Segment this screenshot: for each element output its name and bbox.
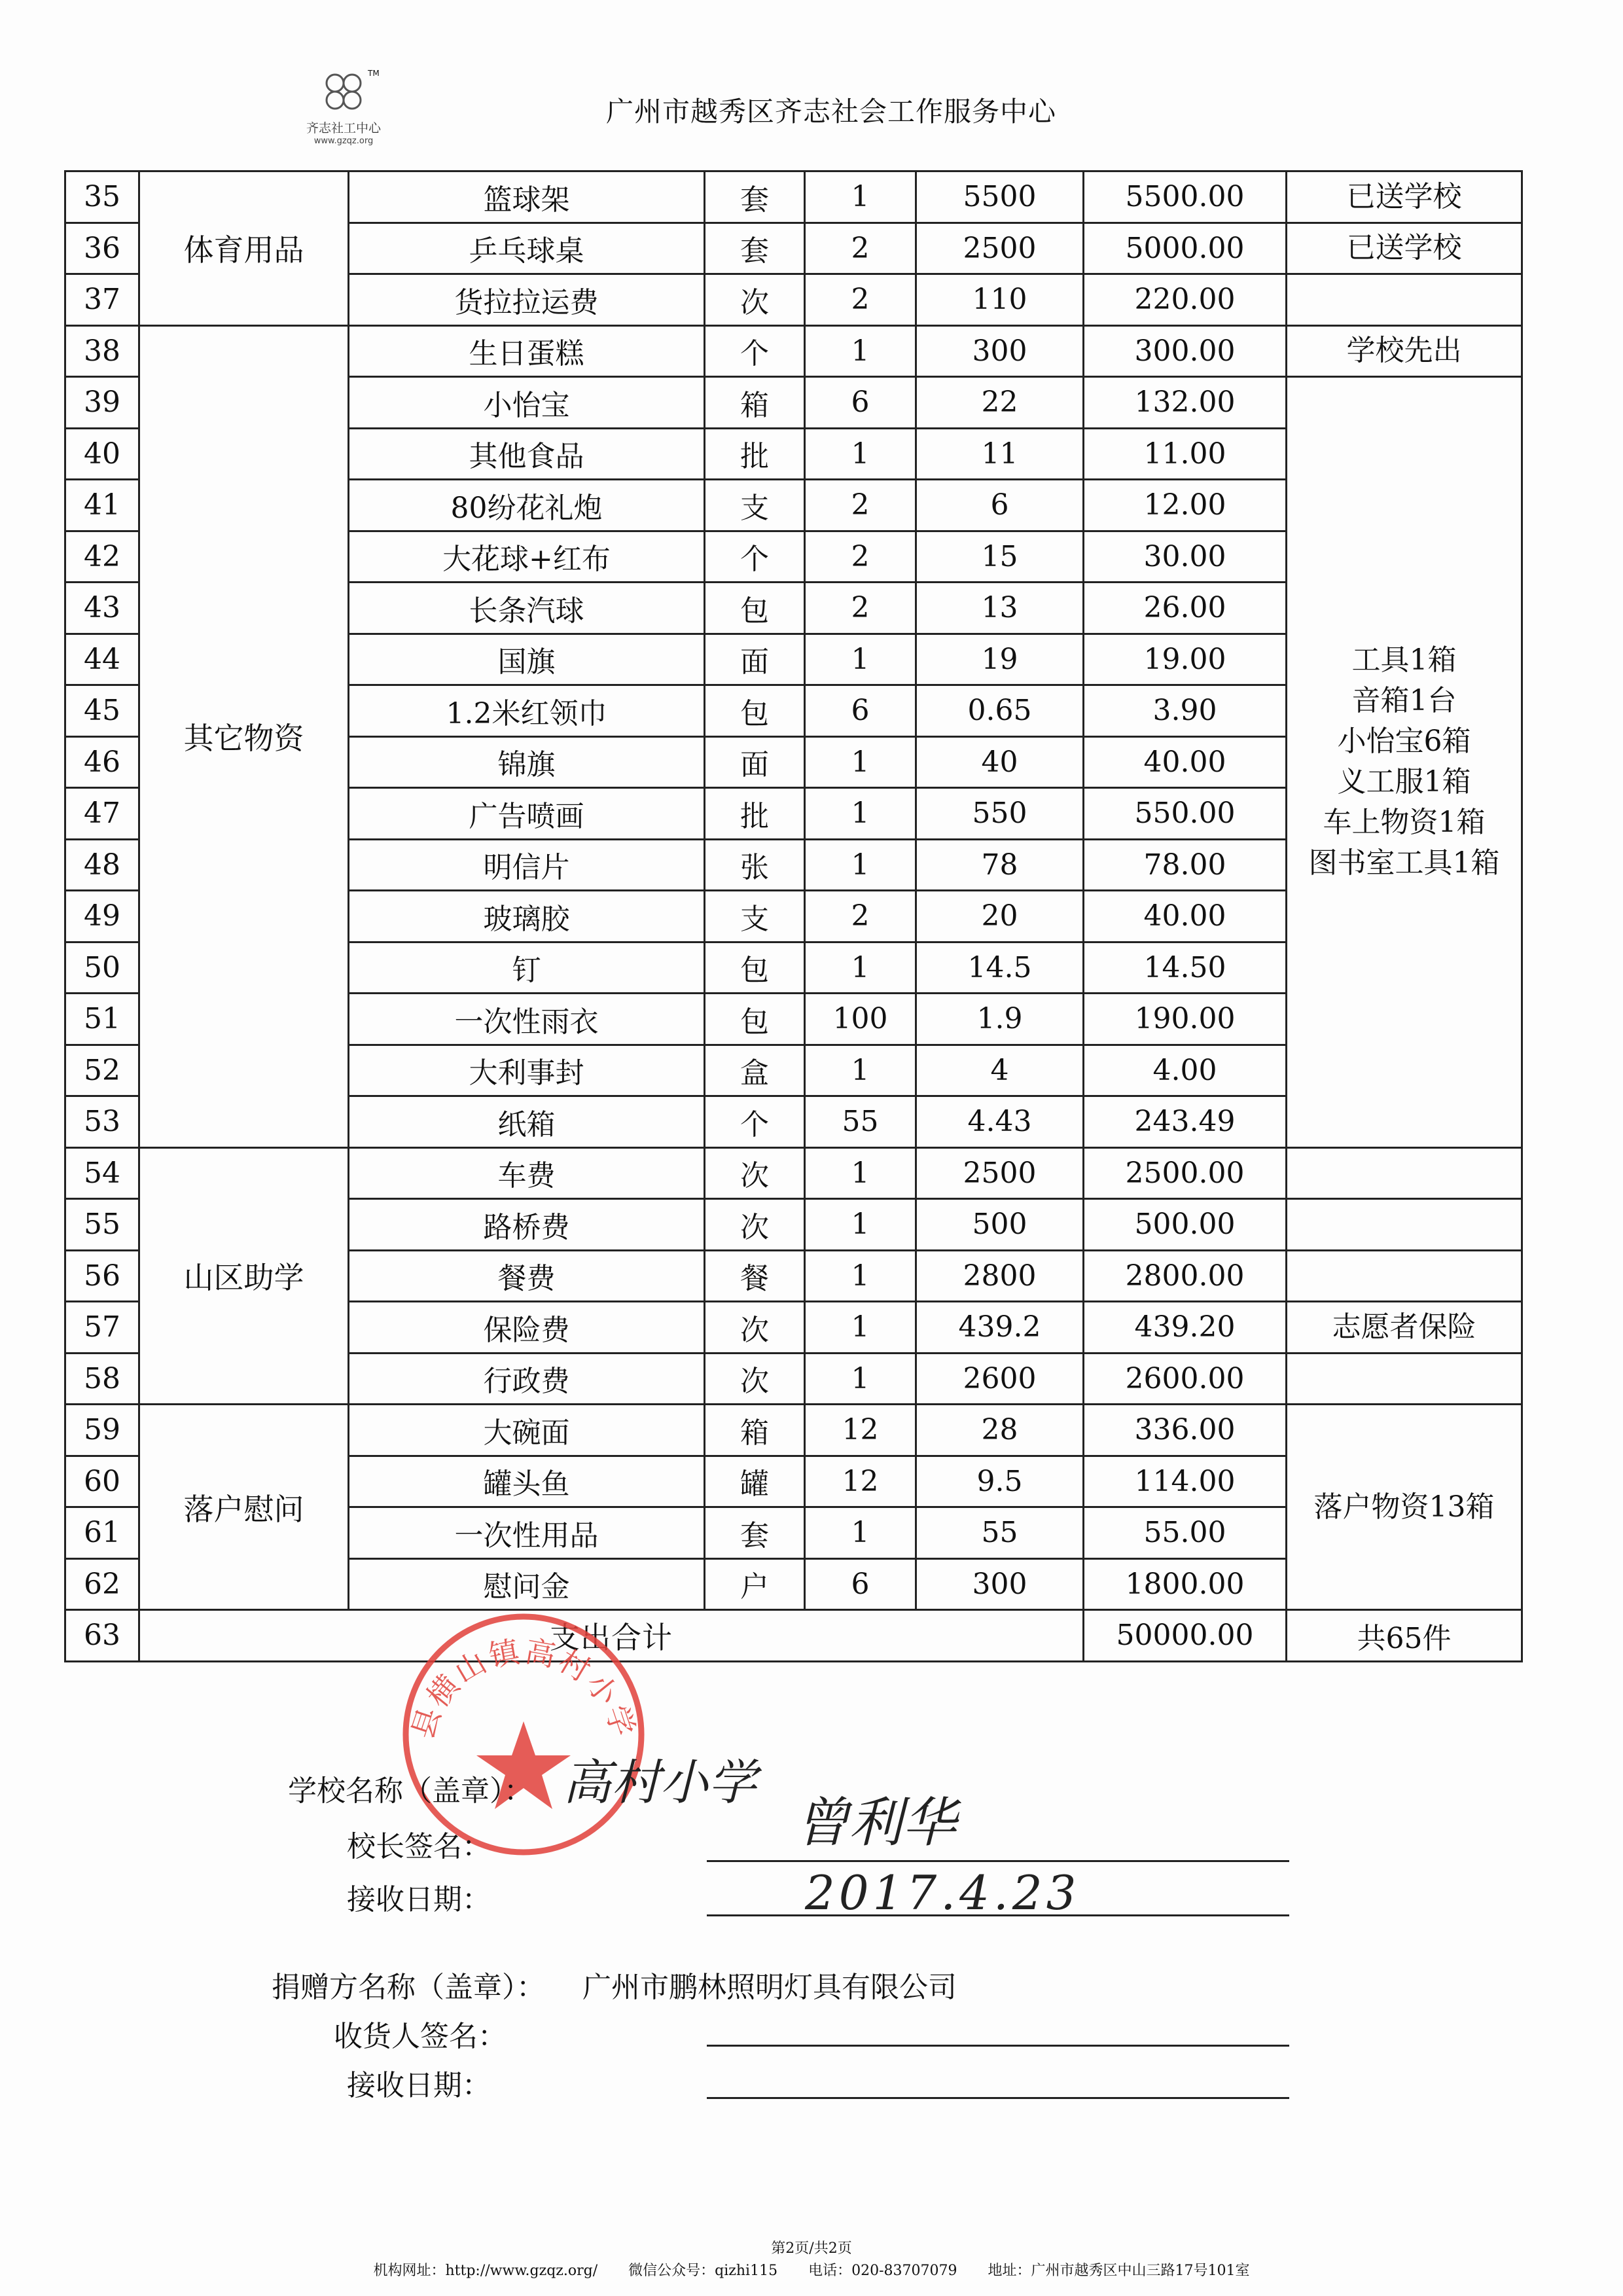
row-number: 48 [65,839,139,891]
logo-url: www.gzqz.org [313,136,374,146]
note-line: 小怡宝6箱 [1337,725,1471,759]
row-number: 62 [65,1558,139,1610]
unit: 次 [705,1199,805,1251]
amount: 5000.00 [1084,223,1287,274]
total-amount: 50000.00 [1084,1610,1287,1662]
quantity: 55 [805,1096,916,1148]
amount: 439.20 [1084,1302,1287,1354]
amount: 1800.00 [1084,1558,1287,1610]
trademark-mark: TM [368,69,380,78]
row-number: 35 [65,171,139,223]
unit: 套 [705,171,805,223]
unit-price: 2500 [916,223,1084,274]
amount: 243.49 [1084,1096,1287,1148]
footer-wechat: 微信公众号：qizhi115 [628,2263,778,2279]
unit: 面 [705,634,805,685]
unit: 盒 [705,1045,805,1096]
item-name: 其他食品 [349,428,705,480]
row-number: 56 [65,1250,139,1302]
amount: 220.00 [1084,274,1287,326]
quantity: 100 [805,994,916,1045]
amount: 40.00 [1084,736,1287,788]
quantity: 2 [805,480,916,531]
school-date-label: 接收日期： [347,1883,491,1916]
note-cell [1287,1250,1522,1302]
school-name-label: 学校名称（盖章）： [288,1774,533,1808]
footer-address: 地址：广州市越秀区中山三路17号101室 [988,2263,1250,2279]
amount: 2800.00 [1084,1250,1287,1302]
amount: 11.00 [1084,428,1287,480]
principal-signature: 曾利华 [795,1792,956,1854]
unit-price: 40 [916,736,1084,788]
unit: 箱 [705,1405,805,1456]
donor-name-value: 广州市鹏林照明灯具有限公司 [582,1971,957,2004]
unit: 套 [705,1507,805,1559]
quantity: 2 [805,891,916,942]
quantity: 1 [805,788,916,840]
stamp-text: 县横山镇高村小学 [404,1633,643,1744]
unit-price: 11 [916,428,1084,480]
school-date-handwritten: 2017.4.23 [805,1865,1080,1920]
row-number: 60 [65,1456,139,1507]
item-name: 纸箱 [349,1096,705,1148]
amount: 132.00 [1084,377,1287,429]
logo-name: 齐志社工中心 [306,121,381,135]
note-cell [1287,377,1522,1148]
unit: 批 [705,428,805,480]
item-name: 篮球架 [349,171,705,223]
item-name: 慰问金 [349,1558,705,1610]
unit: 箱 [705,377,805,429]
total-note: 共65件 [1287,1610,1522,1662]
unit-price: 28 [916,1405,1084,1456]
quantity: 6 [805,377,916,429]
row-number: 37 [65,274,139,326]
item-name: 锦旗 [349,736,705,788]
unit-price: 9.5 [916,1456,1084,1507]
row-number: 52 [65,1045,139,1096]
quantity: 1 [805,942,916,994]
amount: 14.50 [1084,942,1287,994]
note-line: 义工服1箱 [1337,765,1471,799]
unit-price: 14.5 [916,942,1084,994]
row-number: 39 [65,377,139,429]
unit: 次 [705,274,805,326]
amount: 190.00 [1084,994,1287,1045]
unit-price: 15 [916,531,1084,583]
unit-price: 500 [916,1199,1084,1251]
item-name: 长条汽球 [349,583,705,634]
unit: 次 [705,1353,805,1405]
school-date-line [707,1914,1289,1916]
donor-date-line [707,2097,1289,2099]
category-cell: 体育用品 [139,171,349,326]
item-name: 货拉拉运费 [349,274,705,326]
quantity: 1 [805,634,916,685]
footer-phone: 电话：020-83707079 [808,2263,957,2279]
unit: 包 [705,942,805,994]
note-cell: 落户物资13箱 [1287,1405,1522,1610]
row-number: 54 [65,1147,139,1199]
amount: 500.00 [1084,1199,1287,1251]
amount: 300.00 [1084,325,1287,377]
item-name: 一次性雨衣 [349,994,705,1045]
donor-date-label: 接收日期： [347,2069,491,2102]
row-number: 55 [65,1199,139,1251]
unit-price: 20 [916,891,1084,942]
unit: 支 [705,891,805,942]
unit-price: 6 [916,480,1084,531]
item-name: 玻璃胶 [349,891,705,942]
item-name: 生日蛋糕 [349,325,705,377]
item-name: 国旗 [349,634,705,685]
item-name: 车费 [349,1147,705,1199]
row-number: 43 [65,583,139,634]
unit-price: 2500 [916,1147,1084,1199]
unit-price: 439.2 [916,1302,1084,1354]
item-name: 大花球+红布 [349,531,705,583]
unit-price: 4 [916,1045,1084,1096]
quantity: 6 [805,685,916,737]
expense-table [64,170,1523,1662]
note-cell [1287,1147,1522,1199]
quantity: 1 [805,1507,916,1559]
amount: 4.00 [1084,1045,1287,1096]
row-number: 44 [65,634,139,685]
item-name: 餐费 [349,1250,705,1302]
unit: 个 [705,325,805,377]
note-cell [1287,1353,1522,1405]
unit-price: 0.65 [916,685,1084,737]
unit-price: 22 [916,377,1084,429]
quantity: 1 [805,428,916,480]
amount: 5500.00 [1084,171,1287,223]
note-line: 车上物资1箱 [1323,806,1486,840]
quantity: 1 [805,1199,916,1251]
amount: 114.00 [1084,1456,1287,1507]
receiver-label: 收货人签名： [334,2020,507,2053]
amount: 336.00 [1084,1405,1287,1456]
row-number: 58 [65,1353,139,1405]
quantity: 1 [805,839,916,891]
row-number: 45 [65,685,139,737]
item-name: 小怡宝 [349,377,705,429]
row-number: 61 [65,1507,139,1559]
principal-label: 校长签名： [347,1830,491,1863]
quantity: 2 [805,531,916,583]
item-name: 路桥费 [349,1199,705,1251]
quantity: 1 [805,1250,916,1302]
total-label: 支出合计 [139,1610,1084,1662]
quantity: 1 [805,1353,916,1405]
category-cell: 其它物资 [139,325,349,1147]
row-number: 50 [65,942,139,994]
unit-price: 5500 [916,171,1084,223]
unit-price: 550 [916,788,1084,840]
item-name: 1.2米红领巾 [349,685,705,737]
row-number: 57 [65,1302,139,1354]
row-number: 51 [65,994,139,1045]
item-name: 大碗面 [349,1405,705,1456]
quantity: 12 [805,1456,916,1507]
quantity: 1 [805,1302,916,1354]
item-name: 一次性用品 [349,1507,705,1559]
page-number: 第2页/共2页 [771,2240,852,2257]
unit: 户 [705,1558,805,1610]
quantity: 1 [805,736,916,788]
unit: 包 [705,583,805,634]
unit: 次 [705,1147,805,1199]
row-number: 47 [65,788,139,840]
receiver-sign-line [707,2045,1289,2047]
note-cell: 学校先出 [1287,325,1522,377]
table-row [65,1405,1522,1456]
page-title: 广州市越秀区齐志社会工作服务中心 [605,96,1056,128]
table-row [65,171,1522,223]
row-number: 42 [65,531,139,583]
quantity: 6 [805,1558,916,1610]
unit-price: 55 [916,1507,1084,1559]
quantity: 2 [805,274,916,326]
row-number: 63 [65,1610,139,1662]
amount: 3.90 [1084,685,1287,737]
table-row [65,1147,1522,1199]
row-number: 41 [65,480,139,531]
principal-sign-line [707,1860,1289,1862]
footer-contact [0,2259,1623,2280]
item-name: 80纷花礼炮 [349,480,705,531]
unit-price: 13 [916,583,1084,634]
item-name: 保险费 [349,1302,705,1354]
unit: 支 [705,480,805,531]
unit: 个 [705,531,805,583]
note-cell: 已送学校 [1287,223,1522,274]
unit: 批 [705,788,805,840]
unit-price: 300 [916,1558,1084,1610]
item-name: 广告喷画 [349,788,705,840]
quantity: 12 [805,1405,916,1456]
footer-website: 机构网址：http://www.gzqz.org/ [373,2263,598,2279]
unit: 套 [705,223,805,274]
amount: 78.00 [1084,839,1287,891]
table-row [65,325,1522,377]
note-line: 工具1箱 [1351,643,1457,677]
expense-table-body [65,171,1522,1662]
amount: 2500.00 [1084,1147,1287,1199]
unit-price: 110 [916,274,1084,326]
item-name: 明信片 [349,839,705,891]
unit-price: 4.43 [916,1096,1084,1148]
row-number: 49 [65,891,139,942]
row-number: 59 [65,1405,139,1456]
item-name: 行政费 [349,1353,705,1405]
unit: 面 [705,736,805,788]
quantity: 1 [805,325,916,377]
unit-price: 19 [916,634,1084,685]
item-name: 乒乓球桌 [349,223,705,274]
unit-price: 300 [916,325,1084,377]
row-number: 40 [65,428,139,480]
unit: 张 [705,839,805,891]
unit-price: 2800 [916,1250,1084,1302]
unit: 包 [705,994,805,1045]
item-name: 大利事封 [349,1045,705,1096]
note-line: 图书室工具1箱 [1308,846,1500,880]
note-cell [1287,1199,1522,1251]
item-name: 罐头鱼 [349,1456,705,1507]
note-cell: 志愿者保险 [1287,1302,1522,1354]
quantity: 1 [805,1147,916,1199]
row-number: 53 [65,1096,139,1148]
donor-name-label: 捐赠方名称（盖章）： [272,1971,545,2004]
category-cell: 落户慰问 [139,1405,349,1610]
note-cell [1287,274,1522,326]
unit: 罐 [705,1456,805,1507]
quantity: 2 [805,223,916,274]
unit: 次 [705,1302,805,1354]
note-line: 音箱1台 [1351,684,1457,718]
item-name: 钉 [349,942,705,994]
category-cell: 山区助学 [139,1147,349,1405]
total-row [65,1610,1522,1662]
amount: 2600.00 [1084,1353,1287,1405]
quantity: 1 [805,171,916,223]
amount: 19.00 [1084,634,1287,685]
quantity: 2 [805,583,916,634]
quantity: 1 [805,1045,916,1096]
amount: 40.00 [1084,891,1287,942]
note-cell: 已送学校 [1287,171,1522,223]
amount: 30.00 [1084,531,1287,583]
row-number: 46 [65,736,139,788]
amount: 12.00 [1084,480,1287,531]
row-number: 38 [65,325,139,377]
unit-price: 2600 [916,1353,1084,1405]
unit-price: 78 [916,839,1084,891]
unit: 个 [705,1096,805,1148]
unit-price: 1.9 [916,994,1084,1045]
unit: 餐 [705,1250,805,1302]
school-name-handwritten: 高村小学 [563,1755,757,1811]
amount: 26.00 [1084,583,1287,634]
row-number: 36 [65,223,139,274]
amount: 550.00 [1084,788,1287,840]
unit: 包 [705,685,805,737]
amount: 55.00 [1084,1507,1287,1559]
